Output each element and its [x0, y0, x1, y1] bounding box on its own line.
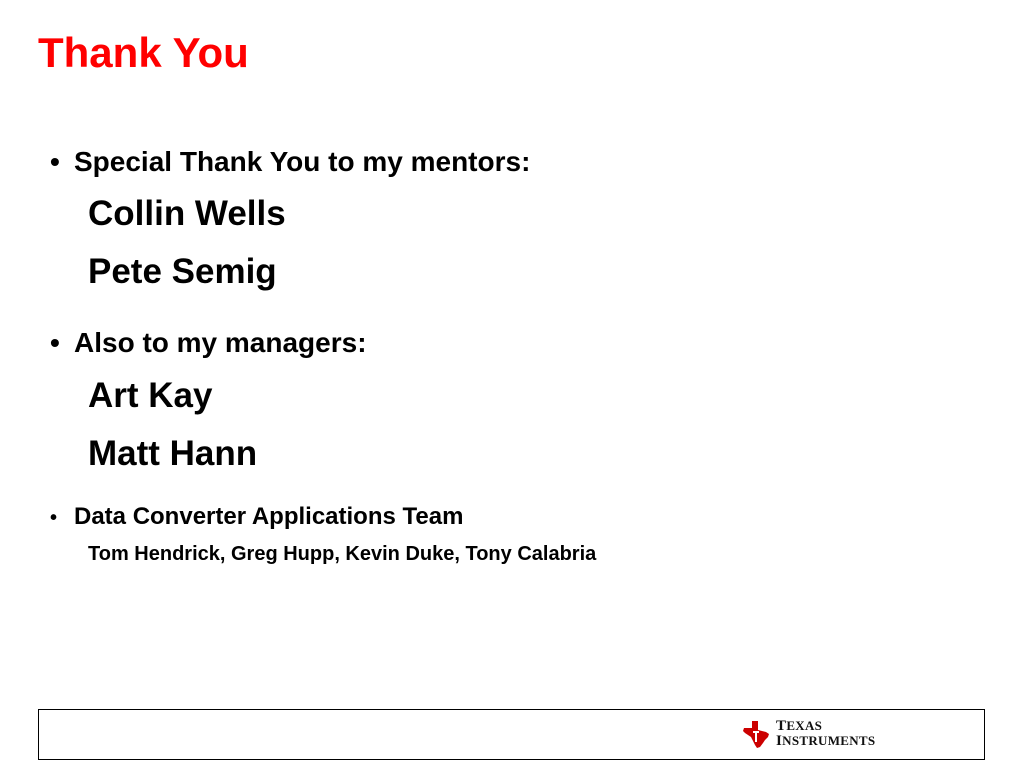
bullet-team: [50, 503, 463, 531]
mentor-name: Collin Wells: [88, 194, 286, 233]
ti-wordmark-line1: TEXAS: [776, 718, 823, 734]
bullet-dot: •: [50, 507, 58, 529]
bullet-dot: •: [50, 327, 60, 358]
mentor-name: Pete Semig: [88, 252, 277, 291]
slide-title: Thank You: [38, 29, 249, 76]
team-members: Tom Hendrick, Greg Hupp, Kevin Duke, Tony Calabria: [88, 543, 597, 565]
bullet-dot: •: [50, 146, 60, 177]
bullet-managers: [50, 327, 367, 359]
texas-instruments-logo: [742, 718, 875, 750]
bullet-mentors: [50, 146, 530, 178]
ti-wordmark-line2: INSTRUMENTS: [776, 733, 876, 749]
bullet-team-text: Data Converter Applications Team: [74, 503, 464, 530]
bullet-managers-text: Also to my managers:: [74, 327, 367, 358]
manager-name: Matt Hann: [88, 434, 258, 473]
ti-wordmark: [776, 719, 875, 749]
bullet-mentors-text: Special Thank You to my mentors:: [74, 146, 531, 177]
texas-state-icon: [742, 719, 770, 749]
manager-name: Art Kay: [88, 376, 213, 415]
